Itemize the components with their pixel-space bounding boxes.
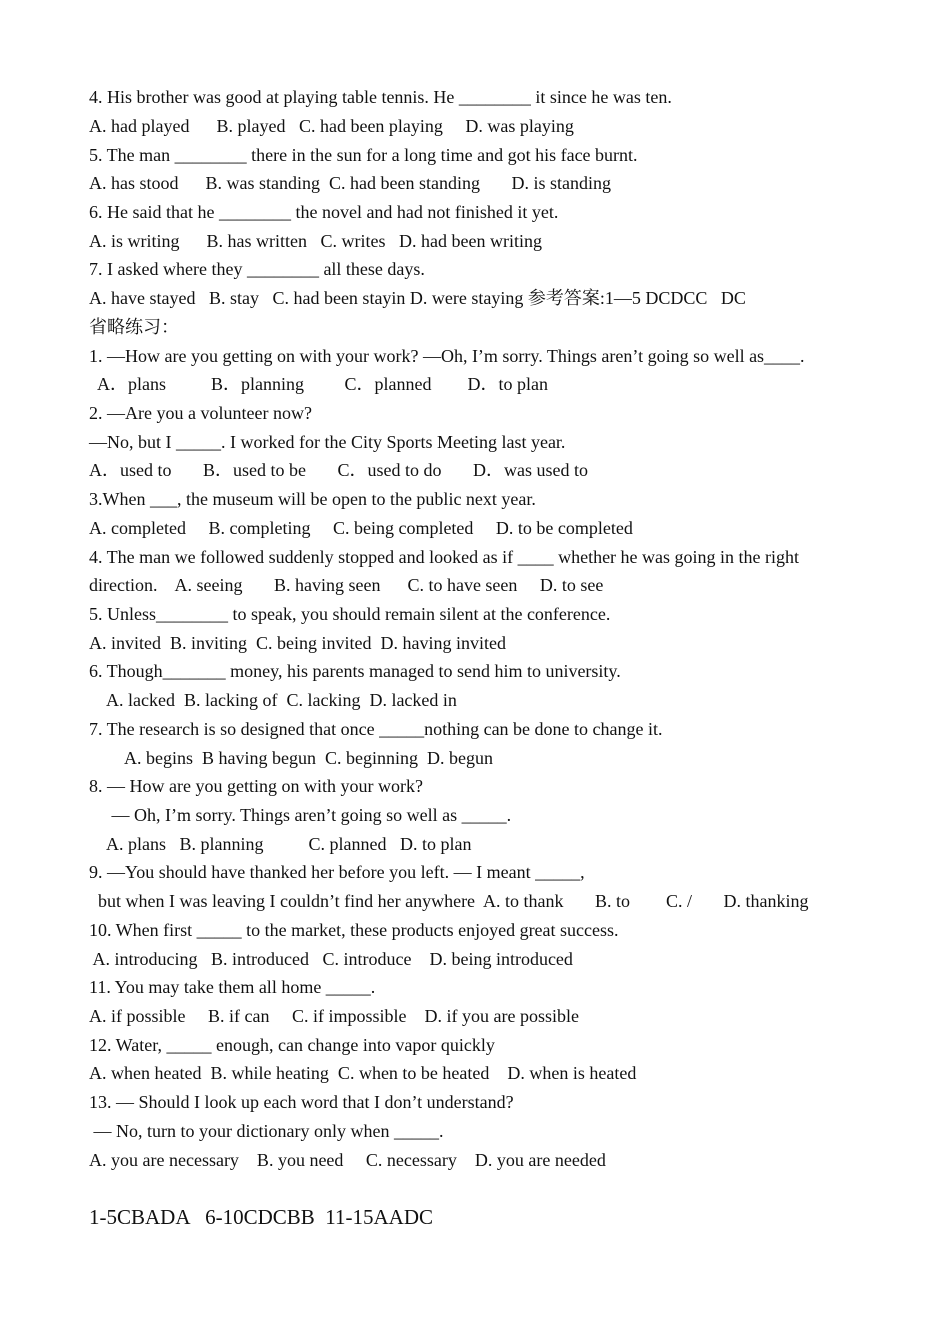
options-line: A. lacked B. lacking of C. lacking D. lacked in [89,690,457,710]
question-line: 1. —How are you getting on with your work? —Oh, I’m sorry. Things aren’t going so well as____. [89,346,805,366]
options-line: A. completed B. completing C. being completed D. to be completed [89,518,633,538]
options-line: A. begins B having begun C. beginning D. begun [89,748,493,768]
question-line: — No, turn to your dictionary only when _____. [89,1121,444,1141]
question-line: 7. I asked where they ________ all these days. [89,259,425,279]
options-line: A. if possible B. if can C. if impossible D. if you are possible [89,1006,579,1026]
options-line: A. has stood B. was standing C. had been standing D. is standing [89,173,611,193]
question-line: 7. The research is so designed that once _____nothing can be done to change it. [89,719,663,739]
options-line: A. you are necessary B. you need C. necessary D. you are needed [89,1150,606,1170]
question-line: 10. When first _____ to the market, these products enjoyed great success. [89,920,619,940]
question-line: 13. — Should I look up each word that I don’t understand? [89,1092,514,1112]
question-line: 5. The man ________ there in the sun for a long time and got his face burnt. [89,145,638,165]
question-line: 11. You may take them all home _____. [89,977,376,997]
question-line: 8. — How are you getting on with your work? [89,776,423,796]
options-line: A. introducing B. introduced C. introduce D. being introduced [89,949,573,969]
options-line: A. invited B. inviting C. being invited D. having invited [89,633,506,653]
options-line: direction. A. seeing B. having seen C. to have seen D. to see [89,575,604,595]
question-line: — Oh, I’m sorry. Things aren’t going so well as _____. [89,805,512,825]
question-line: 4. His brother was good at playing table tennis. He ________ it since he was ten. [89,87,672,107]
options-line: A. had played B. played C. had been playing D. was playing [89,116,574,136]
question-line: —No, but I _____. I worked for the City Sports Meeting last year. [89,432,566,452]
question-line: 6. Though_______ money, his parents managed to send him to university. [89,661,621,681]
question-line: 12. Water, _____ enough, can change into vapor quickly [89,1035,495,1055]
question-line: 9. —You should have thanked her before you left. — I meant _____, [89,862,585,882]
options-line: A．plans B．planning C．planned D．to plan [89,374,548,394]
question-line: 3.When ___, the museum will be open to the public next year. [89,489,536,509]
question-line: 5. Unless________ to speak, you should remain silent at the conference. [89,604,611,624]
section-heading: 省略练习： [89,317,179,337]
options-line: A．used to B．used to be C．used to do D．was used to [89,460,588,480]
options-line: A. is writing B. has written C. writes D. had been writing [89,231,542,251]
options-line: A. plans B. planning C. planned D. to plan [89,834,472,854]
question-line: 4. The man we followed suddenly stopped and looked as if ____ whether he was going in the right [89,547,800,567]
question-line: 6. He said that he ________ the novel and had not finished it yet. [89,202,559,222]
options-line: A. have stayed B. stay C. had been stayin D. were staying 参考答案:1—5 DCDCC DC [89,288,746,308]
options-line: but when I was leaving I couldn’t find her anywhere A. to thank B. to C. / D. thanking [89,891,809,911]
question-line: 2. —Are you a volunteer now? [89,403,312,423]
options-line: A. when heated B. while heating C. when to be heated D. when is heated [89,1063,637,1083]
answer-key: 1-5CBADA 6-10CDCBB 11-15AADC [89,1205,433,1229]
